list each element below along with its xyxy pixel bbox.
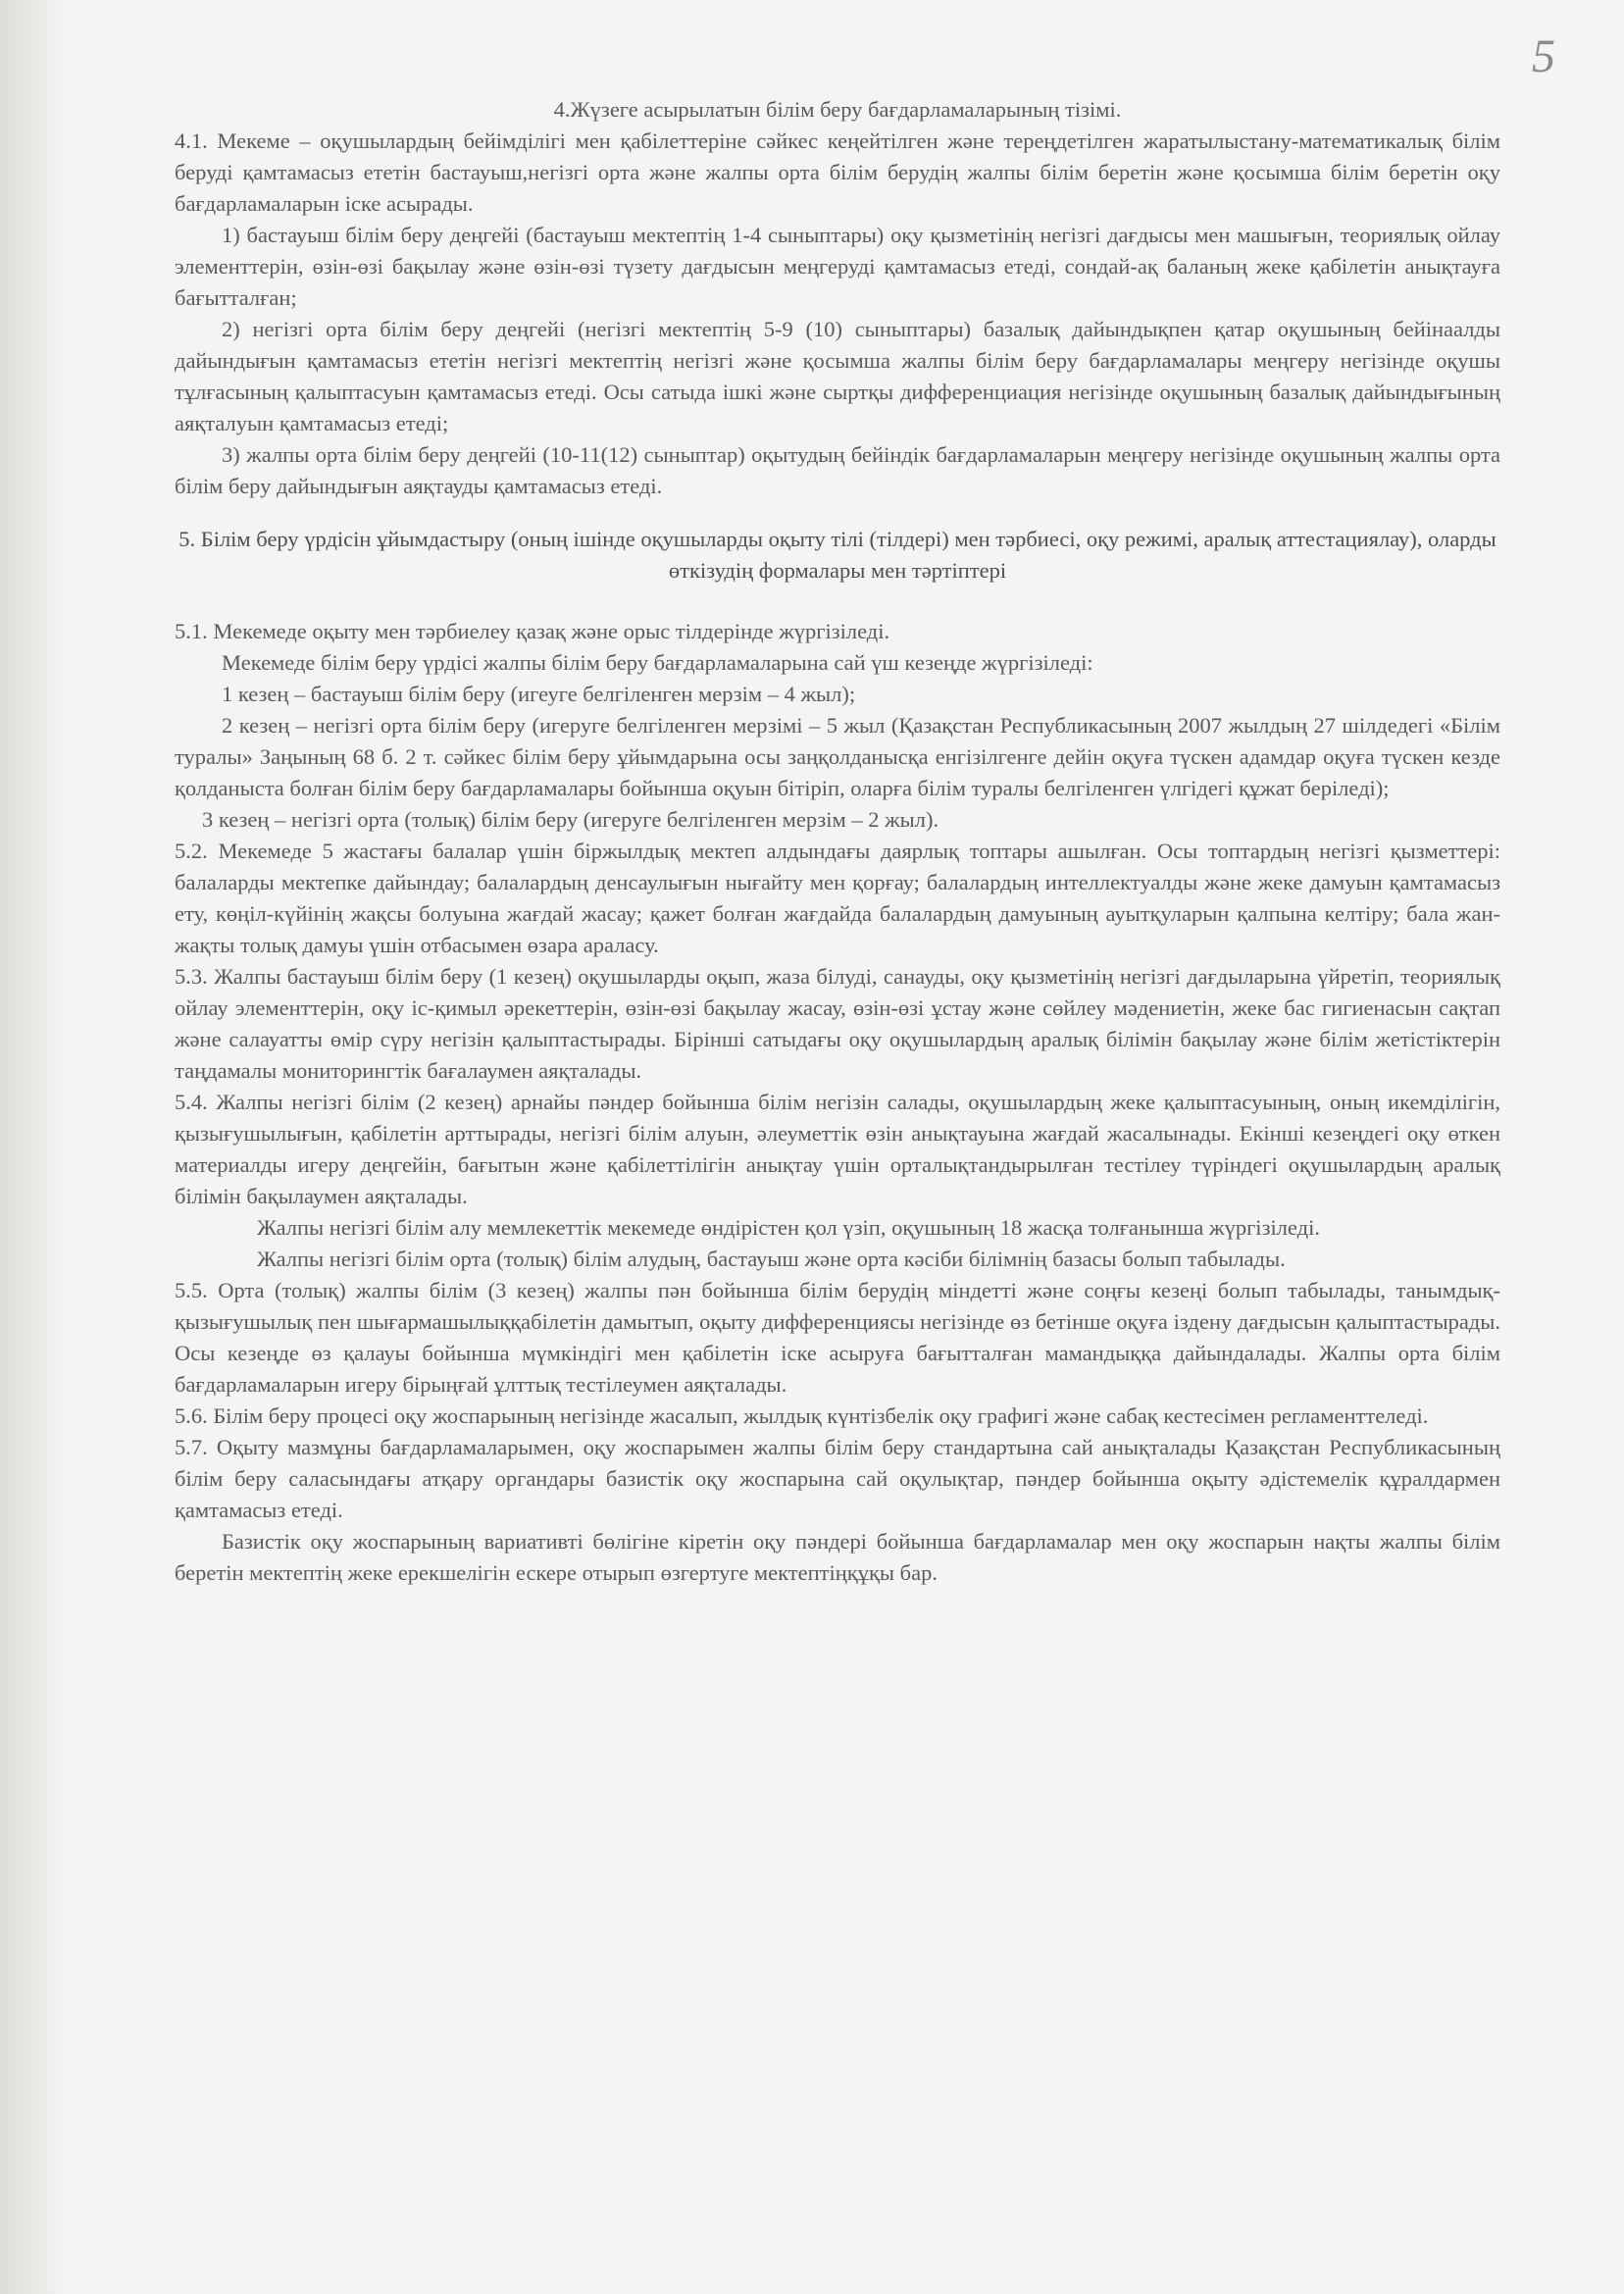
paragraph-5-6: 5.6. Білім беру процесі оқу жоспарының негізінде жасалып, жылдық күнтізбелік оқу графигі және сабақ кестесімен регламенттеледі. [175, 1403, 1429, 1428]
paragraph-5-7-secondary: Базистік оқу жоспарының вариативті бөлігіне кіретін оқу пәндері бойынша бағдарламалар мен оқу жоспарын нақты жалпы білім беретін мектептің жеке ерекшелігін ескере отырып өзгертуге мектептіңқұқы бар. [175, 1529, 1500, 1585]
paragraph-5-4: 5.4. Жалпы негізгі білім (2 кезең) арнайы пәндер бойынша білім негізін салады, оқушылардың жеке қалыптасуының, оның икемділігін, қызығушылығын, қабілетін арттырады, негізгі білім алуын, әлеуметтік өзін анықтауына жағдай жасалынады. Екінші кезеңдегі оқу өткен материалды игеру деңгейін, бағытын және қабілеттілігін анықтау үшін орталықтандырылған тестілеу түріндегі оқушылардың аралық білімін бақылаумен аяқталады. [175, 1090, 1500, 1208]
document-body [175, 94, 1500, 1589]
paragraph-5-7: 5.7. Оқыту мазмұны бағдарламаларымен, оқу жоспарымен жалпы білім беру стандартына сай анықталады Қазақстан Республикасының білім беру саласындағы атқару органдары базистік оқу жоспарына сай оқулықтар, пәндер бойынша оқыту әдістемелік құралдармен қамтамасыз етеді. [175, 1435, 1500, 1522]
paragraph-5-4-tertiary: Жалпы негізгі білім орта (толық) білім алудың, бастауыш және орта кәсіби білімнің базасы болып табылады. [257, 1247, 1286, 1271]
scan-edge-shadow [0, 0, 69, 2294]
paragraph-4-1-item-3: 3) жалпы орта білім беру деңгейі (10-11(12) сыныптар) оқытудың бейіндік бағдарламаларын меңгеру негізінде оқушының жалпы орта білім беру дайындығын аяқтауды қамтамасыз етеді. [175, 442, 1500, 498]
paragraph-5-1: 5.1. Мекемеде оқыту мен тәрбиелеу қазақ және орыс тілдерінде жүргізіледі. [175, 619, 890, 643]
paragraph-5-5: 5.5. Орта (толық) жалпы білім (3 кезең) жалпы пән бойынша білім берудің міндетті және соңғы кезеңі болып табылады, танымдық-қызығушылық пен шығармашылыққабілетін дамытып, оқыту дифференциясы негізінде өз бетінше оқуға іздену дағдысын қалыптастырады. Осы кезеңде өз қалауы бойынша мүмкіндігі мен қабілетін іске асыруға бағытталған мамандыққа дайындалады. Жалпы орта білім бағдарламаларын игеру бірыңғай ұлттық тестілеумен аяқталады. [175, 1278, 1500, 1397]
paragraph-4-1-item-2: 2) негізгі орта білім беру деңгейі (негізгі мектептің 5-9 (10) сыныптары) базалық дайындықпен қатар оқушының бейінаалды дайындығын қамтамасыз ететін негізгі мектептің негізгі және қосымша жалпы білім беру бағдарламалары меңгеру негізінде оқушы тұлғасының қалыптасуын қамтамасыз етеді. Осы сатыда ішкі және сыртқы дифференциация негізінде оқушының базалық дайындығының аяқталуын қамтамасыз етеді; [175, 317, 1500, 435]
section-5-heading: 5. Білім беру үрдісін ұйымдастыру (оның ішінде оқушыларды оқыту тілі (тілдері) мен тәрбиесі, оқу режимі, аралық аттестациялау), оларды өткізудің формалары мен тәртіптері [178, 527, 1497, 583]
paragraph-5-1-stage-3: 3 кезең – негізгі орта (толық) білім беру (игеруге белгіленген мерзім – 2 жыл). [202, 807, 939, 832]
paragraph-5-1-stage-1: 1 кезең – бастауыш білім беру (игеуге белгіленген мерзім – 4 жыл); [222, 682, 856, 706]
paragraph-5-1-intro: Мекемеде білім беру үрдісі жалпы білім беру бағдарламаларына сай үш кезеңде жүргізіледі: [222, 650, 1093, 675]
paragraph-5-4-secondary: Жалпы негізгі білім алу мемлекеттік мекемеде өндірістен қол үзіп, оқушының 18 жасқа толғанынша жүргізіледі. [257, 1215, 1320, 1240]
paragraph-5-3: 5.3. Жалпы бастауыш білім беру (1 кезең) оқушыларды оқып, жаза білуді, санауды, оқу қызметінің негізгі дағдыларына үйретіп, теориялық ойлау элементтерін, оқу іс-қимыл әрекеттерін, өзін-өзі бақылау жасау, өзін-өзі ұстау және сөйлеу мәдениетін, жеке бас гигиенасын сақтап және салауатты өмір сүру негізін қалыптастырады. Бірінші сатыдағы оқу оқушылардың аралық білімін бақылау және білім жетістіктерін таңдамалы мониторингтік бағалаумен аяқталады. [175, 964, 1500, 1083]
paragraph-4-1: 4.1. Мекеме – оқушылардың бейімділігі мен қабілеттеріне сәйкес кеңейтілген және тереңдетілген жаратылыстану-математикалық білім беруді қамтамасыз ететін бастауыш,негізгі орта және жалпы орта білім берудің жалпы білім беретін және қосымша білім беретін оқу бағдарламаларын іске асырады. [175, 128, 1500, 216]
paragraph-4-1-item-1: 1) бастауыш білім беру деңгейі (бастауыш мектептің 1-4 сыныптары) оқу қызметінің негізгі дағдысы мен машығын, теориялық ойлау элементтерін, өзін-өзі бақылау және өзін-өзі түзету дағдысын меңгеруді қамтамасыз етеді, сондай-ақ баланың жеке қабілетін анықтауға бағытталған; [175, 223, 1500, 310]
paragraph-5-2: 5.2. Мекемеде 5 жастағы балалар үшін біржылдық мектеп алдындағы даярлық топтары ашылған. Осы топтардың негізгі қызметтері: балаларды мектепке дайындау; балалардың денсаулығын нығайту мен қорғау; балалардың интеллектуалды және жеке дамуын қамтамасыз ету, көңіл-күйінің жақсы болуына жағдай жасау; қажет болған жағдайда балалардың дамуының ауытқуларын қалпына келтіру; бала жан-жақты толық дамуы үшін отбасымен өзара араласу. [175, 839, 1500, 957]
section-4-heading: 4.Жүзеге асырылатын білім беру бағдарламаларының тізімі. [553, 97, 1122, 122]
handwritten-page-number: 5 [1532, 30, 1555, 82]
paragraph-5-1-stage-2: 2 кезең – негізгі орта білім беру (игеруге белгіленген мерзімі – 5 жыл (Қазақстан Республикасының 2007 жылдың 27 шілдедегі «Білім туралы» Заңының 68 б. 2 т. сәйкес білім беру ұйымдарына осы заңқолданысқа енгізілгенге дейін оқуға түскен адамдар оқуға түскен кезде қолданыста болған білім беру бағдарламалары бойынша оқуын бітіріп, оларға білім туралы белгіленген үлгідегі құжат беріледі); [175, 713, 1500, 800]
